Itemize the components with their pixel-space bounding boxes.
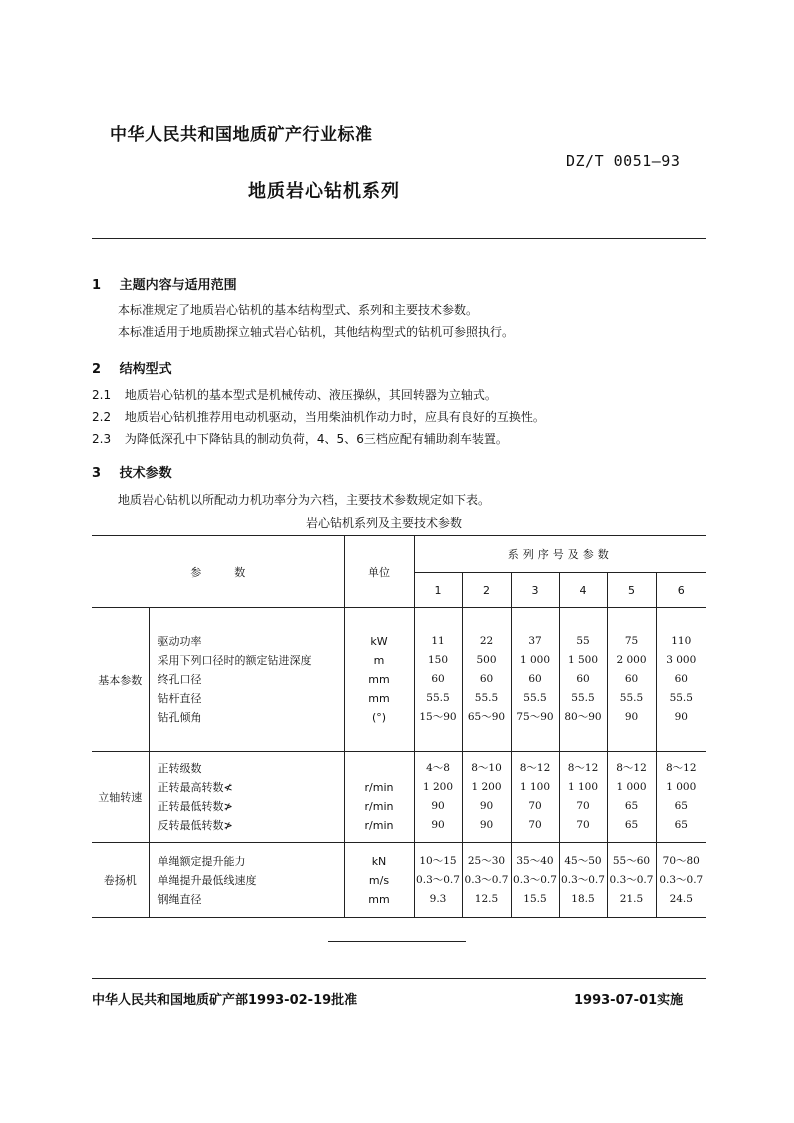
param-value: 60 [674, 673, 688, 685]
param-unit: m/s [368, 873, 390, 887]
issuing-organization: 中华人民共和国地质矿产行业标准 [110, 125, 373, 145]
param-value: 18.5 [571, 892, 595, 905]
spec-table [92, 535, 706, 918]
param-name: 正转最低转数≯ [157, 800, 233, 813]
group-name: 卷扬机 [92, 843, 149, 918]
param-value: 8～12 [567, 762, 599, 774]
param-value: 12.5 [474, 892, 499, 905]
table-group-winch [92, 843, 706, 918]
param-name: 采用下列口径时的额定钻进深度 [157, 654, 312, 667]
param-value: 60 [479, 673, 494, 685]
paragraph: 本标准规定了地质岩心钻机的基本结构型式、系列和主要技术参数。 [118, 303, 479, 317]
param-value: 150 [427, 654, 449, 666]
param-unit: m [373, 654, 385, 667]
series-number: 4 [559, 573, 607, 608]
param-value: 70 [576, 800, 590, 812]
clause-text: 为降低深孔中下降钻具的制动负荷，4、5、6三档应配有辅助刹车装置。 [124, 432, 508, 446]
param-value: 24.5 [669, 892, 693, 905]
param-value: 0.3～0.7 [464, 873, 509, 886]
param-value: 55.5 [571, 692, 595, 704]
implementation-date: 1993-07-01实施 [574, 993, 684, 1008]
param-name: 反转最低转数≯ [157, 819, 233, 832]
group-name: 立轴转速 [92, 752, 149, 843]
param-name: 钻孔倾角 [157, 711, 202, 724]
param-value: 3 000 [666, 654, 697, 666]
param-header: 参 数 [92, 536, 344, 608]
approval-note: 中华人民共和国地质矿产部1993-02-19批准 [92, 993, 358, 1008]
param-value: 2 000 [616, 654, 647, 666]
param-value: 55.5 [619, 692, 644, 704]
param-name: 钻杆直径 [157, 692, 202, 705]
param-value: 45～50 [564, 854, 602, 867]
param-name: 钢绳直径 [157, 892, 202, 906]
param-unit: (°) [371, 711, 387, 724]
param-value: 65 [674, 819, 688, 831]
param-value: 1 500 [567, 654, 599, 666]
clause-number: 2.3 [92, 432, 112, 446]
param-value: 65～90 [467, 711, 506, 723]
paragraph: 地质岩心钻机以所配动力机功率分为六档，主要技术参数规定如下表。 [118, 493, 491, 507]
param-value: 8～12 [665, 762, 697, 774]
param-value: 55～60 [612, 854, 651, 867]
unit-header: 单位 [344, 536, 414, 608]
param-unit: mm [368, 892, 390, 906]
param-unit: r/min [364, 800, 394, 813]
table-group-basic [92, 608, 706, 752]
param-value: 70 [528, 819, 542, 831]
table-group-spindle [92, 752, 706, 843]
param-unit: mm [368, 673, 390, 686]
param-value: 8～12 [616, 762, 647, 774]
param-value: 15.5 [523, 892, 547, 905]
footer-divider [92, 978, 706, 979]
param-unit: r/min [364, 781, 394, 794]
param-value: 80～90 [564, 711, 602, 723]
param-value: 110 [671, 635, 692, 647]
param-value: 55.5 [426, 692, 450, 704]
param-value: 55 [576, 635, 590, 647]
param-value: 60 [528, 673, 542, 685]
section-title: 主题内容与适用范围 [119, 278, 237, 293]
param-value: 11 [431, 635, 445, 647]
param-value: 4～8 [426, 762, 450, 774]
param-value: 8～10 [471, 762, 502, 774]
param-value: 90 [674, 711, 688, 723]
param-name: 正转级数 [157, 762, 202, 775]
param-value: 75 [624, 635, 639, 647]
param-value: 35～40 [516, 854, 554, 867]
param-unit [345, 759, 414, 778]
param-unit: kN [371, 854, 387, 868]
param-value: 21.5 [619, 892, 644, 905]
param-value: 1 000 [519, 654, 551, 666]
param-value: 55.5 [523, 692, 547, 704]
param-value: 1 100 [519, 781, 551, 793]
section-1-heading [92, 274, 237, 293]
param-name: 驱动功率 [157, 635, 202, 648]
param-value: 8～12 [519, 762, 551, 774]
param-value: 0.3～0.7 [561, 873, 605, 886]
param-value: 0.3～0.7 [659, 873, 704, 886]
param-value: 55.5 [474, 692, 499, 704]
clause-2-2 [92, 408, 545, 426]
param-value: 0.3～0.7 [513, 873, 557, 886]
param-value: 60 [576, 673, 590, 685]
param-value: 65 [674, 800, 688, 812]
param-value: 500 [476, 654, 497, 666]
param-value: 65 [624, 819, 639, 831]
param-value: 37 [528, 635, 542, 647]
param-value: 55.5 [669, 692, 693, 704]
section-title: 技术参数 [119, 466, 172, 481]
param-value: 0.3～0.7 [416, 873, 460, 886]
param-value: 1 000 [616, 781, 647, 793]
param-value: 25～30 [467, 854, 506, 867]
param-value: 90 [479, 819, 494, 831]
param-name: 正转最高转数≮ [157, 781, 233, 794]
param-value: 9.3 [429, 892, 447, 905]
param-value: 65 [624, 800, 639, 812]
group-name: 基本参数 [92, 608, 149, 752]
param-value: 0.3～0.7 [609, 873, 654, 886]
param-value: 90 [431, 800, 445, 812]
param-value: 90 [479, 800, 494, 812]
param-name: 单绳提升最低线速度 [157, 873, 257, 887]
section-title: 结构型式 [119, 362, 172, 377]
param-value: 1 000 [666, 781, 697, 793]
section-3-heading [92, 462, 172, 481]
param-value: 10～15 [419, 854, 457, 867]
paragraph: 本标准适用于地质勘探立轴式岩心钻机，其他结构型式的钻机可参照执行。 [118, 325, 515, 339]
series-number: 5 [607, 573, 656, 608]
end-divider [328, 941, 466, 942]
header-divider [92, 238, 706, 239]
param-value: 1 100 [567, 781, 599, 793]
param-value: 90 [431, 819, 445, 831]
clause-number: 2.1 [92, 388, 112, 402]
series-header: 系列序号及参数 [414, 536, 706, 573]
section-number: 3 [92, 466, 102, 481]
document-title: 地质岩心钻机系列 [248, 181, 400, 202]
param-value: 60 [431, 673, 445, 685]
param-value: 70 [576, 819, 590, 831]
param-value: 22 [479, 635, 494, 647]
param-value: 15～90 [419, 711, 457, 723]
param-value: 70 [528, 800, 542, 812]
clause-2-1 [92, 386, 497, 404]
clause-2-3 [92, 430, 508, 448]
param-value: 1 200 [422, 781, 454, 793]
param-name: 单绳额定提升能力 [157, 854, 246, 868]
clause-text: 地质岩心钻机推荐用电动机驱动，当用柴油机作动力时，应具有良好的互换性。 [124, 410, 545, 424]
series-number: 1 [414, 573, 462, 608]
clause-text: 地质岩心钻机的基本型式是机械传动、液压操纵，其回转器为立轴式。 [124, 388, 497, 402]
param-unit: kW [370, 635, 388, 648]
standard-code: DZ/T 0051—93 [566, 152, 681, 170]
series-number: 2 [462, 573, 511, 608]
section-number: 2 [92, 362, 102, 377]
param-value: 70～80 [662, 854, 700, 867]
table-caption: 岩心钻机系列及主要技术参数 [306, 516, 463, 530]
param-value: 90 [624, 711, 639, 723]
param-value: 60 [624, 673, 639, 685]
param-value: 1 200 [471, 781, 502, 793]
series-number: 6 [656, 573, 706, 608]
section-number: 1 [92, 278, 102, 293]
param-name: 终孔口径 [157, 673, 202, 686]
series-number: 3 [511, 573, 559, 608]
param-unit: mm [368, 692, 390, 705]
clause-number: 2.2 [92, 410, 112, 424]
section-2-heading [92, 358, 172, 377]
param-unit: r/min [364, 819, 394, 832]
param-value: 75～90 [516, 711, 554, 723]
